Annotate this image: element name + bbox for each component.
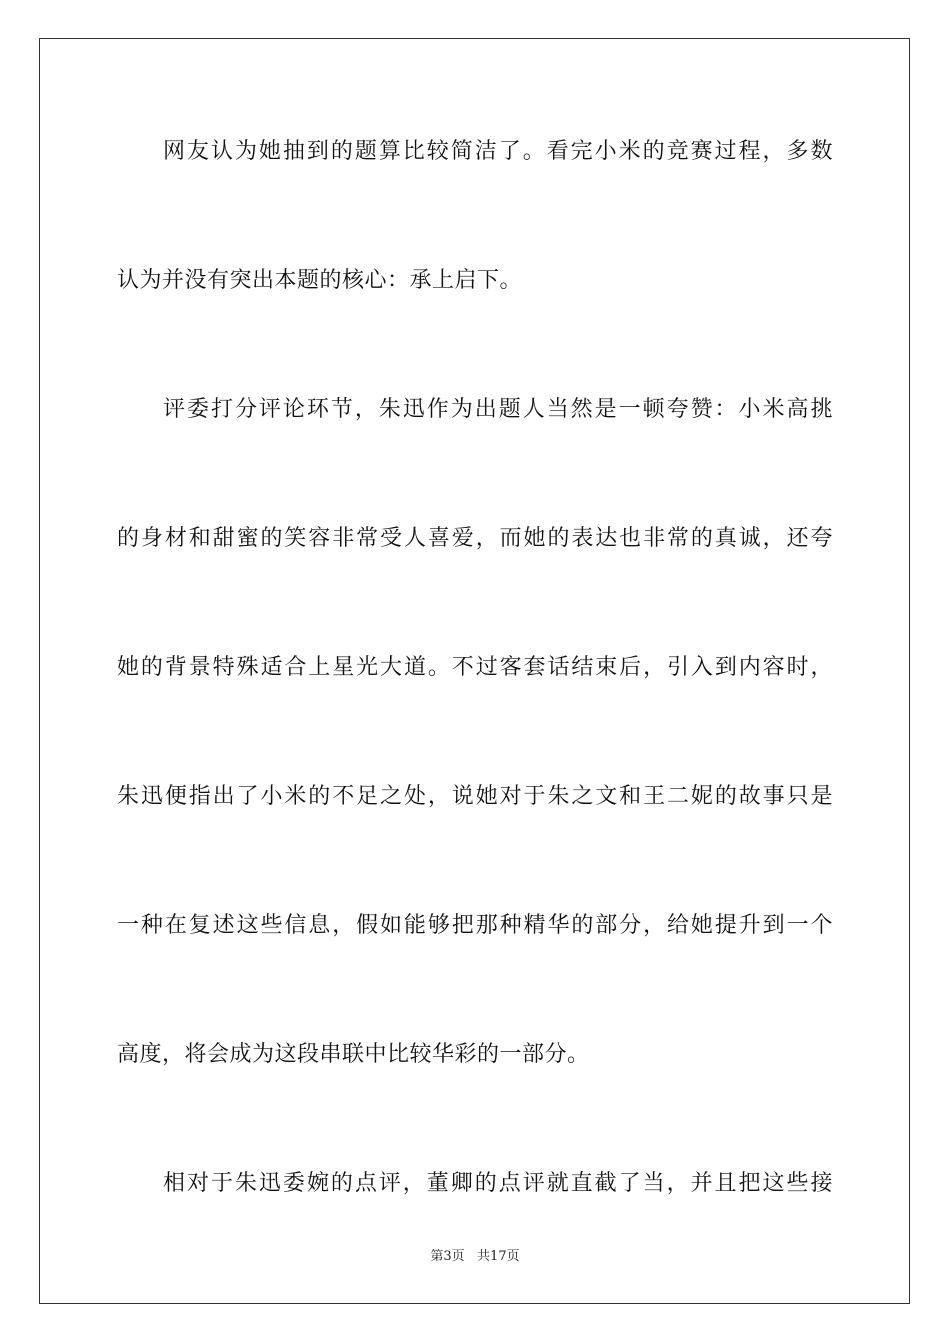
page-number-footer: 第3页 共17页 xyxy=(430,1249,520,1264)
paragraph-line: 高度，将会成为这段串联中比较华彩的一部分。 xyxy=(117,1042,590,1067)
paragraph-line: 相对于朱迅委婉的点评，董卿的点评就直截了当，并且把这些接 xyxy=(163,1171,833,1196)
paragraph-line: 网友认为她抽到的题算比较简洁了。看完小米的竞赛过程，多数 xyxy=(163,139,833,164)
paragraph-line: 朱迅便指出了小米的不足之处，说她对于朱之文和王二妮的故事只是 xyxy=(117,784,833,809)
paragraph-line: 认为并没有突出本题的核心：承上启下。 xyxy=(117,268,523,293)
paragraph-line: 她的背景特殊适合上星光大道。不过客套话结束后，引入到内容时， xyxy=(117,655,833,680)
document-body xyxy=(117,125,833,1286)
paragraph-line: 的身材和甜蜜的笑容非常受人喜爱，而她的表达也非常的真诚，还夸 xyxy=(117,526,833,551)
paragraph-line: 一种在复述这些信息，假如能够把那种精华的部分，给她提升到一个 xyxy=(117,913,833,938)
paragraph-line: 评委打分评论环节，朱迅作为出题人当然是一顿夸赞：小米高挑 xyxy=(163,397,833,422)
